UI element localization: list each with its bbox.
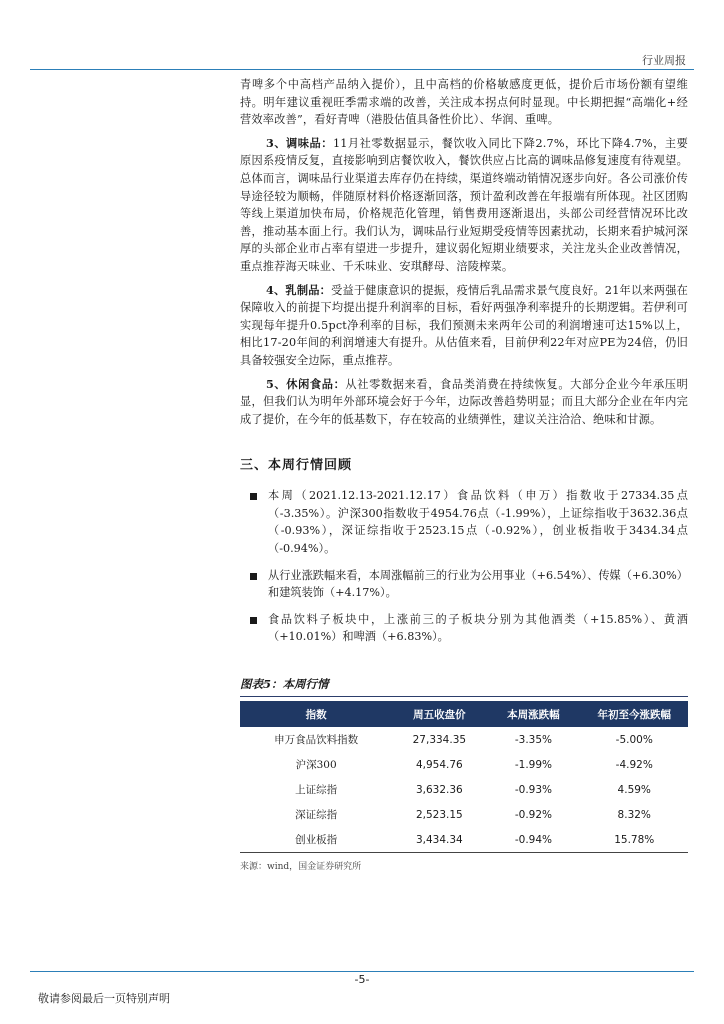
column-header: 年初至今涨跌幅 xyxy=(580,701,688,727)
table-cell: 创业板指 xyxy=(240,827,392,853)
bullet-item: 食品饮料子板块中，上涨前三的子板块分别为其他酒类（+15.85%）、黄酒（+10.01%）和啤酒（+6.83%）。 xyxy=(240,611,688,646)
table-cell: 沪深300 xyxy=(295,759,337,772)
paragraph-heading: 5、休闲食品： xyxy=(266,376,346,391)
table-cell: 上证综指 xyxy=(295,784,338,797)
paragraph-text: 11月社零数据显示，餐饮收入同比下降2.7%，环比下降4.7%，主要原因系疫情反复，直接影响到店餐饮收入，餐饮供应占比高的调味品修复速度有待观望。总体而言，调味品行业渠道去库存仍在持续，渠道终端动销情况逐步向好。各公司涨价传导途径较为顺畅，伴随原材料价格逐渐回落，预计盈利改善在年报端有所体现。社区团购等线上渠道加快布局，价格规范化管理，销售费用逐渐退出，头部公司经营情况环比改善，推动基本面上行。我们认为，调味品行业短期受疫情等因素扰动，长期来看护城河深厚的头部企业市占率有望进一步提升，建议弱化短期业绩要求，关注龙头企业改善情况，重点推荐海天味业、千禾味业、安琪酵母、涪陵榨菜。 xyxy=(240,136,688,273)
table-row xyxy=(240,752,688,777)
table-cell: -0.94% xyxy=(486,827,580,853)
paragraph-snacks xyxy=(240,376,688,429)
table-cell: 2,523.15 xyxy=(415,808,463,821)
table-cell: 3,632.36 xyxy=(415,783,463,796)
paragraph-text: 从社零数据来看，食品类消费在持续恢复。大部分企业今年承压明显，但我们认为明年外部环境会好于今年，边际改善趋势明显；而且大部分企业在年内完成了提价，在今年的低基数下，存在较高的业绩弹性，建议关注洽洽、绝味和甘源。 xyxy=(240,377,688,426)
table-cell: -1.99% xyxy=(514,758,552,771)
market-table xyxy=(240,701,688,853)
paragraph-text: 受益于健康意识的提振，疫情后乳品需求景气度良好。21年以来两强在保障收入的前提下均提出提升利润率的目标，看好两强净利率提升的长期逻辑。若伊利可实现每年提升0.5pct净利率的目标，我们预测未来两年公司的利润增速可达15%以上，相比17-20年间的利润增速大有提升。从估值来看，目前伊利22年对应PE为24倍，仍旧具备较强安全边际，重点推荐。 xyxy=(240,283,688,367)
bullet-list xyxy=(240,487,688,646)
table-cell: -4.92% xyxy=(615,758,653,771)
table-row xyxy=(240,777,688,802)
footer-disclaimer: 敬请参阅最后一页特别声明 xyxy=(38,992,170,1005)
table-cell: 4.59% xyxy=(617,783,651,796)
paragraph-beer: 青啤多个中高档产品纳入提价），且中高档的价格敏感度更低，提价后市场份额有望维持。明年建议重视旺季需求端的改善，关注成本拐点何时显现。中长期把握“高端化+经营效率改善”，看好青啤（港股估值具备性价比）、华润、重啤。 xyxy=(240,78,688,127)
table-cell: -5.00% xyxy=(615,733,653,746)
main-content xyxy=(240,76,688,872)
header-divider xyxy=(30,69,694,70)
table-row xyxy=(240,727,688,752)
page-number: -5- xyxy=(354,973,370,986)
paragraph-heading: 4、乳制品： xyxy=(266,282,332,297)
column-header: 本周涨跌幅 xyxy=(486,701,580,727)
figure xyxy=(240,676,688,872)
paragraph-condiments xyxy=(240,135,688,276)
table-row xyxy=(240,802,688,827)
figure-title: 图表5：本周行情 xyxy=(240,676,688,697)
footer-divider xyxy=(30,971,694,972)
table-cell: -3.35% xyxy=(514,733,552,746)
table-cell: 15.78% xyxy=(580,827,688,853)
column-header: 指数 xyxy=(240,701,392,727)
header-label: 行业周报 xyxy=(642,54,686,67)
figure-source: 来源：wind，国金证券研究所 xyxy=(240,862,362,873)
table-cell: 申万食品饮料指数 xyxy=(274,734,359,747)
column-header: 周五收盘价 xyxy=(392,701,486,727)
bullet-item: 从行业涨跌幅来看，本周涨幅前三的行业为公用事业（+6.54%）、传媒（+6.30%）和建筑装饰（+4.17%）。 xyxy=(240,567,688,602)
table-row xyxy=(240,827,688,853)
table-cell: 深证综指 xyxy=(295,809,338,822)
paragraph-dairy xyxy=(240,282,688,370)
bullet-item: 本周（2021.12.13-2021.12.17）食品饮料（申万）指数收于27334.35点（-3.35%）。沪深300指数收于4954.76点（-1.99%），上证综指收于3632.36点（-0.93%），深证综指收于2523.15点（-0.92%），创业板指收于3434.34点（-0.94%）。 xyxy=(240,487,688,557)
table-header-row xyxy=(240,701,688,727)
table-cell: 4,954.76 xyxy=(415,758,463,771)
table-cell: -0.93% xyxy=(514,783,552,796)
paragraph-heading: 3、调味品： xyxy=(266,135,333,150)
section-title: 三、本周行情回顾 xyxy=(240,458,353,474)
table-cell: -0.92% xyxy=(514,808,552,821)
table-cell: 27,334.35 xyxy=(412,733,467,746)
table-cell: 8.32% xyxy=(617,808,651,821)
table-cell: 3,434.34 xyxy=(392,827,486,853)
